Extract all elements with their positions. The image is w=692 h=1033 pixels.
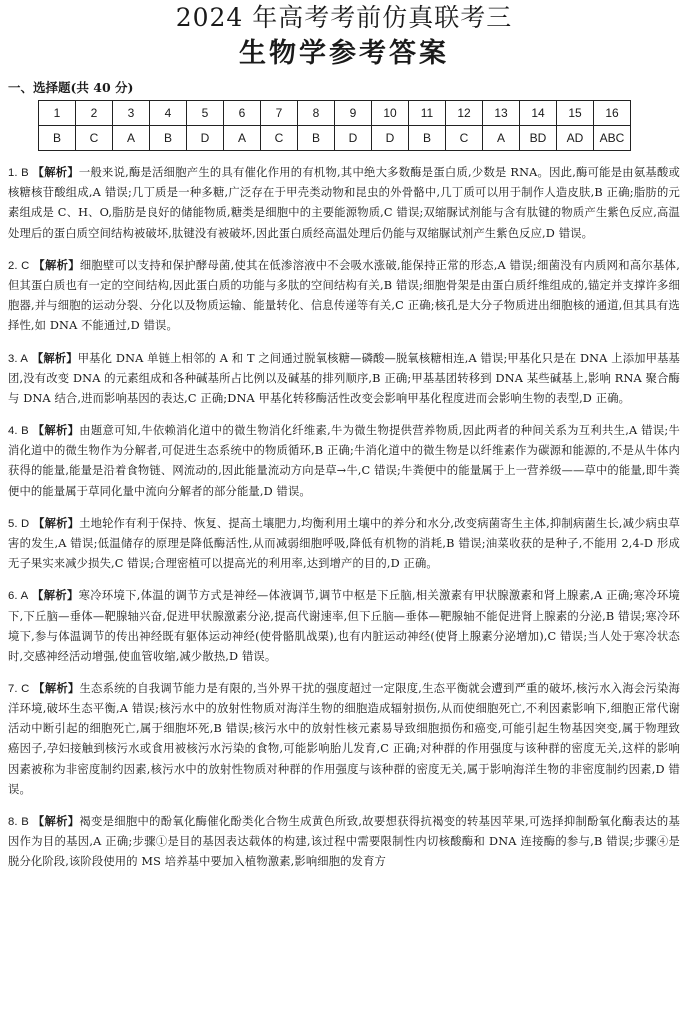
question-number-cell: 10 [372,101,409,126]
analysis-tag: 【解析】 [31,350,78,365]
item-text: 生态系统的自我调节能力是有限的,当外界干扰的强度超过一定限度,生态平衡就会遭到严重的破坏,核污水入海会污染海洋环境,破坏生态平衡,A 错误;核污水中的放射性物质对海洋生物的细胞造成辐射损伤,从而使细胞死亡,不利因素影响下,细胞正常代谢活动中断引起的细胞死亡,属于细胞坏死,B 错误;核污水中的放射性核元素易导致细胞损伤和癌变,可能引起生物基因突变,属于物理致癌因子,孕妇接触到核污水或食用被核污水污染的食物,可能影响胎儿发育,C 正确;对种群的作用强度与该种群的密度无关,这样的影响因素被称为非密度制约因素,核污水中的放射性物质对种群的作用强度与该种群的密度无关,属于影响海洋生物的非密度制约因素,D 错误。 [8,682,680,796]
exam-title: 2024 年高考考前仿真联考三 [175,3,513,32]
item-text: 细胞壁可以支持和保护酵母菌,使其在低渗溶液中不会吸水涨破,能保持正常的形态,A 错误;细菌没有内质网和高尔基体,但其蛋白质也有一定的空间结构,因此蛋白质的功能与多肽的空间结构有关,B 错误;细胞骨架是由蛋白质纤维组成的,锚定并支撑许多细胞器,并与细胞的运动分裂、分化以及物质运输、能量转化、信息传递等有关,C 正确;核孔是大分子物质进出细胞核的通道,但其具有选择性,如 DNA 不能通过,D 错误。 [8,258,680,333]
analysis-tag: 【解析】 [32,165,79,180]
question-number-cell: 7 [261,101,298,126]
answer-cell: B [298,126,335,151]
item-text: 甲基化 DNA 单链上相邻的 A 和 T 之间通过脱氧核糖—磷酸—脱氧核糖相连,A 错误;甲基化只是在 DNA 上添加甲基基团,没有改变 DNA 的元素组成和各种碱基所占比例以及碱基的排列顺序,B 正确;甲基基团转移到 DNA 某些碱基上,影响 RNA 聚合酶与 DNA 结合,进而影响基因的表达,C 正确;DNA 甲基化转移酶活性改变会影响甲基化程度进而会影响生物的表型,D 正确。 [8,351,681,405]
item-number: 7. C [8,683,30,696]
answer-cell: B [150,126,187,151]
answer-cell: ABC [594,126,631,151]
answer-cell: C [446,126,483,151]
answer-cell: AD [557,126,594,151]
item-number: 2. C [8,259,30,272]
explanation-item [8,678,680,800]
explanation-item [8,585,680,666]
answer-cell: A [224,126,261,151]
explanation-item [8,513,680,574]
answer-cell: C [76,126,113,151]
explanation-item [8,348,680,409]
question-number-cell: 14 [520,101,557,126]
question-number-cell: 12 [446,101,483,126]
question-number-cell: 9 [335,101,372,126]
item-number: 8. B [8,816,29,828]
item-number: 5. D [8,517,30,530]
item-text: 褐变是细胞中的酚氧化酶催化酚类化合物生成黄色所致,故要想获得抗褐变的转基因苹果,可选择抑制酚氧化酶表达的基因作为目的基因,A 正确;步骤①是目的基因表达载体的构建,该过程中需要限制性内切核酸酶和 DNA 连接酶的参与,B 错误;步骤④是脱分化阶段,该阶段使用的 MS 培养基中要加入植物激素,影响细胞的发育方 [8,815,680,869]
item-text: 寒冷环境下,体温的调节方式是神经—体液调节,调节中枢是下丘脑,相关激素有甲状腺激素和肾上腺素,A 正确;寒冷环境下,下丘脑—垂体—靶腺轴兴奋,促进甲状腺激素分泌,提高代谢速率,但下丘脑—垂体—靶腺轴不能促进肾上腺素的分泌,B 错误;寒冷环境下,参与体温调节的传出神经既有躯体运动神经(使骨骼肌战栗),也有内脏运动神经(使肾上腺素分泌增加),C 错误;当人处于寒冷状态时,交感神经活动增强,使血管收缩,减少散热,D 错误。 [8,589,680,663]
answer-cell: C [261,126,298,151]
answer-cell: A [483,126,520,151]
analysis-tag: 【解析】 [32,814,80,828]
question-number-cell: 8 [298,101,335,126]
answer-cell: A [113,126,150,151]
answer-cell: D [335,126,372,151]
explanations [8,162,680,872]
question-number-cell: 4 [150,101,187,126]
answer-cell: BD [520,126,557,151]
item-text: 一般来说,酶是活细胞产生的具有催化作用的有机物,其中绝大多数酶是蛋白质,少数是 RNA。因此,酶可能是由氨基酸或核糖核苷酸组成,A 错误;几丁质是一种多糖,广泛存在于甲壳类动物和昆虫的外骨骼中,几丁质可以用于制作人造皮肤,B 正确;脂肪的元素组成是 C、H、O,脂肪是良好的储能物质,糖类是细胞中的主要能源物质,C 错误;双缩脲试剂能与含有肽键的物质产生紫色反应,高温处理后的蛋白质空间结构被破坏,肽键没有被破坏,因此蛋白质经高温处理后仍能与双缩脲试剂产生紫色反应,D 错误。 [8,166,680,240]
explanation-item [8,162,680,243]
explanation-item [8,811,680,872]
item-number: 6. A [8,590,29,603]
answer-cell: D [187,126,224,151]
question-number-cell: 15 [557,101,594,126]
answer-table-number-row [39,101,631,126]
answer-key-title: 生物学参考答案 [239,38,449,69]
analysis-tag: 【解析】 [33,515,80,530]
answer-cell: B [409,126,446,151]
item-number: 4. B [8,425,29,438]
answer-table-answer-row [39,126,631,151]
question-number-cell: 16 [594,101,631,126]
item-number: 1. B [8,167,29,180]
analysis-tag: 【解析】 [33,257,80,272]
answer-cell: D [372,126,409,151]
question-number-cell: 3 [113,101,150,126]
explanation-item [8,255,680,336]
item-number: 3. A [8,352,29,365]
question-number-cell: 13 [483,101,520,126]
question-number-cell: 2 [76,101,113,126]
question-number-cell: 5 [187,101,224,126]
analysis-tag: 【解析】 [33,681,80,696]
question-number-cell: 11 [409,101,446,126]
explanation-item [8,420,680,501]
question-number-cell: 6 [224,101,261,126]
analysis-tag: 【解析】 [32,423,80,438]
answer-table [38,100,631,151]
section-heading: 一、选择题(共 40 分) [8,80,134,95]
analysis-tag: 【解析】 [32,588,79,603]
item-text: 土地轮作有利于保持、恢复、提高土壤肥力,均衡利用土壤中的养分和水分,改变病菌寄生主体,抑制病菌生长,减少病虫草害的发生,A 错误;低温储存的原理是降低酶活性,从而减弱细胞呼吸,降低有机物的消耗,B 错误;油菜收获的是种子,不能用 2,4-D 形成无子果实来减少损失,C 错误;合理密植可以提高光的利用率,达到增产的目的,D 正确。 [8,516,680,571]
question-number-cell: 1 [39,101,76,126]
item-text: 由题意可知,牛依赖消化道中的微生物消化纤维素,牛为微生物提供营养物质,因此两者的种间关系为互利共生,A 错误;牛消化道中的微生物作为分解者,可促进生态系统中的物质循环,B 正确;牛消化道中的微生物是以纤维素作为碳源和能源的,不是从牛体内获得的能量,能量是沿着食物链、网流动的,因此能量流动方向是草→牛,C 错误;牛粪便中的能量属于上一营养级——草中的能量,即牛粪便中的能量属于草同化量中流向分解者的部分能量,D 错误。 [8,424,681,498]
answer-cell: B [39,126,76,151]
